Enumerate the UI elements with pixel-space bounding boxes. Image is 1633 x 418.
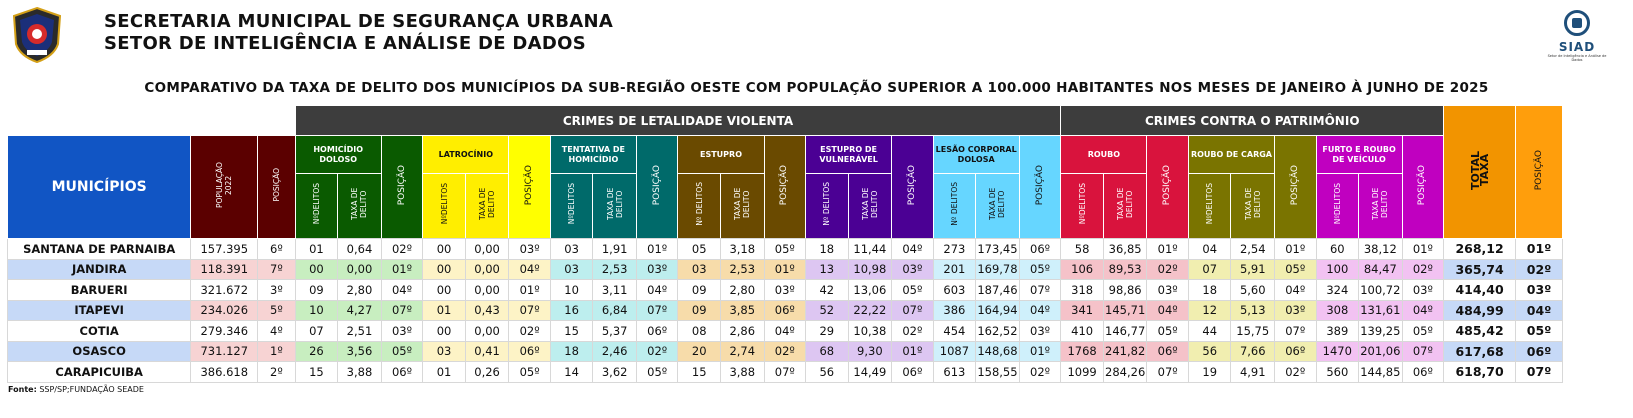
group-header-violent: CRIMES DE LETALIDADE VIOLENTA — [295, 106, 1061, 136]
crime-position-cell: 02º — [892, 321, 934, 342]
crime-position-cell: 07º — [1275, 321, 1317, 342]
crime-count-cell: 52 — [806, 300, 849, 321]
crime-count-cell: 00 — [423, 239, 466, 260]
crime-rate-cell: 2,74 — [720, 341, 764, 362]
crime-rate-cell: 98,86 — [1103, 280, 1147, 301]
crime-rate-cell: 5,13 — [1231, 300, 1275, 321]
crime-count-cell: 106 — [1061, 259, 1104, 280]
crime-position-cell: 05º — [381, 341, 423, 362]
crime-subheader-sub1-5: Nº DELITOS — [933, 174, 976, 239]
table-row — [8, 239, 1563, 260]
crime-rate-cell: 0,00 — [465, 239, 509, 260]
crime-subheader-sub2-7: TAXA DE DELITO — [1231, 174, 1275, 239]
population-position-cell: 4º — [258, 321, 296, 342]
population-position-cell: 1º — [258, 341, 296, 362]
crime-count-cell: 00 — [423, 321, 466, 342]
crime-position-cell: 06º — [509, 341, 551, 362]
crime-header-6: ROUBO — [1061, 136, 1147, 174]
crime-position-cell: 05º — [636, 362, 678, 383]
crime-count-cell: 10 — [295, 300, 338, 321]
header-spacer — [8, 106, 296, 136]
crime-count-cell: 18 — [550, 341, 593, 362]
crime-position-cell: 06º — [1275, 341, 1317, 362]
crime-count-cell: 03 — [423, 341, 466, 362]
crime-position-cell: 01º — [764, 259, 806, 280]
crime-subheader-sub1-0: NºDELITOS — [295, 174, 338, 239]
population-cell: 731.127 — [191, 341, 258, 362]
crime-header-0: HOMICÍDIO DOLOSO — [295, 136, 381, 174]
crime-position-cell: 03º — [892, 259, 934, 280]
crime-rate-cell: 3,11 — [593, 280, 637, 301]
crime-count-cell: 324 — [1316, 280, 1359, 301]
siad-logo — [1544, 10, 1610, 74]
crime-count-cell: 07 — [1188, 259, 1231, 280]
final-position-cell: 03º — [1516, 280, 1563, 301]
crime-rate-cell: 4,27 — [338, 300, 382, 321]
crime-rate-cell: 3,56 — [338, 341, 382, 362]
population-header: POPULAÇÃO 2022 — [191, 136, 258, 239]
crime-rate-cell: 15,75 — [1231, 321, 1275, 342]
crime-position-cell: 03º — [1275, 300, 1317, 321]
crime-count-cell: 20 — [678, 341, 721, 362]
final-position-cell: 04º — [1516, 300, 1563, 321]
crime-rate-cell: 9,30 — [848, 341, 892, 362]
total-rate-cell: 618,70 — [1444, 362, 1516, 383]
crime-rate-cell: 145,71 — [1103, 300, 1147, 321]
crime-rate-cell: 5,60 — [1231, 280, 1275, 301]
crime-position-cell: 05º — [764, 239, 806, 260]
crime-position-cell: 06º — [636, 321, 678, 342]
crime-rate-cell: 38,12 — [1359, 239, 1403, 260]
crime-position-header-0: POSIÇÃO — [381, 136, 423, 239]
crime-rate-cell: 146,77 — [1103, 321, 1147, 342]
crime-count-cell: 03 — [550, 239, 593, 260]
crime-count-cell: 44 — [1188, 321, 1231, 342]
crime-rate-cell: 3,62 — [593, 362, 637, 383]
crime-rate-cell: 7,66 — [1231, 341, 1275, 362]
municipio-cell: ITAPEVI — [8, 300, 191, 321]
crime-count-cell: 19 — [1188, 362, 1231, 383]
crime-count-cell: 560 — [1316, 362, 1359, 383]
crime-subheader-sub2-4: TAXA DE DELITO — [848, 174, 892, 239]
group-header-property: CRIMES CONTRA O PATRIMÔNIO — [1061, 106, 1444, 136]
crime-count-cell: 1087 — [933, 341, 976, 362]
crime-position-cell: 02º — [764, 341, 806, 362]
crime-header-8: FURTO E ROUBO DE VEÍCULO — [1316, 136, 1402, 174]
population-position-cell: 3º — [258, 280, 296, 301]
crime-rate-cell: 36,85 — [1103, 239, 1147, 260]
crime-count-cell: 613 — [933, 362, 976, 383]
municipio-cell: BARUERI — [8, 280, 191, 301]
crime-count-cell: 01 — [295, 239, 338, 260]
crime-position-cell: 01º — [892, 341, 934, 362]
crime-position-cell: 04º — [381, 280, 423, 301]
crime-rate-cell: 284,26 — [1103, 362, 1147, 383]
crime-rate-cell: 84,47 — [1359, 259, 1403, 280]
crime-rate-cell: 2,53 — [593, 259, 637, 280]
crime-position-cell: 04º — [1019, 300, 1061, 321]
crime-count-cell: 58 — [1061, 239, 1104, 260]
crime-rate-cell: 201,06 — [1359, 341, 1403, 362]
crime-position-cell: 05º — [1275, 259, 1317, 280]
siad-logo-name: SIAD — [1558, 40, 1596, 54]
crime-subheader-sub2-2: TAXA DE DELITO — [593, 174, 637, 239]
total-header: TOTAL TAXA — [1444, 106, 1516, 239]
crime-header-7: ROUBO DE CARGA — [1188, 136, 1274, 174]
crime-subheader-sub2-0: TAXA DE DELITO — [338, 174, 382, 239]
crime-count-cell: 15 — [295, 362, 338, 383]
crime-count-cell: 60 — [1316, 239, 1359, 260]
crime-position-cell: 01º — [381, 259, 423, 280]
population-cell: 234.026 — [191, 300, 258, 321]
crime-position-header-8: POSIÇÃO — [1402, 136, 1444, 239]
crime-position-cell: 06º — [764, 300, 806, 321]
population-position-cell: 5º — [258, 300, 296, 321]
crime-position-cell: 04º — [764, 321, 806, 342]
crime-position-cell: 07º — [509, 300, 551, 321]
crime-count-cell: 56 — [806, 362, 849, 383]
crime-rate-cell: 10,98 — [848, 259, 892, 280]
crime-count-cell: 29 — [806, 321, 849, 342]
municipal-guard-emblem — [10, 6, 64, 64]
crime-count-cell: 05 — [678, 239, 721, 260]
crime-count-cell: 603 — [933, 280, 976, 301]
crime-rate-cell: 162,52 — [976, 321, 1020, 342]
crime-position-cell: 03º — [509, 239, 551, 260]
crime-count-cell: 00 — [423, 280, 466, 301]
table-row — [8, 362, 1563, 383]
crime-position-cell: 02º — [1147, 259, 1189, 280]
population-cell: 321.672 — [191, 280, 258, 301]
crime-subheader-sub1-1: NºDELITOS — [423, 174, 466, 239]
crime-position-cell: 06º — [381, 362, 423, 383]
crime-position-cell: 02º — [1402, 259, 1444, 280]
population-position-cell: 7º — [258, 259, 296, 280]
total-rate-cell: 484,99 — [1444, 300, 1516, 321]
crime-rate-cell: 0,00 — [465, 259, 509, 280]
header-title-line2: SETOR DE INTELIGÊNCIA E ANÁLISE DE DADOS — [104, 33, 586, 54]
crime-position-header-4: POSIÇÃO — [892, 136, 934, 239]
crime-rate-cell: 1,91 — [593, 239, 637, 260]
crime-count-cell: 13 — [806, 259, 849, 280]
crime-header-4: ESTUPRO DE VULNERÁVEL — [806, 136, 892, 174]
crime-rate-cell: 10,38 — [848, 321, 892, 342]
crime-rate-cell: 2,86 — [720, 321, 764, 342]
crime-rate-cell: 11,44 — [848, 239, 892, 260]
crime-rate-cell: 0,43 — [465, 300, 509, 321]
crime-count-cell: 00 — [423, 259, 466, 280]
crime-rate-cell: 164,94 — [976, 300, 1020, 321]
crime-position-cell: 02º — [509, 321, 551, 342]
crime-position-cell: 07º — [764, 362, 806, 383]
crime-rate-table — [7, 105, 1563, 383]
crime-position-cell: 01º — [1402, 239, 1444, 260]
crime-subheader-sub1-6: NºDELITOS — [1061, 174, 1104, 239]
crime-rate-cell: 22,22 — [848, 300, 892, 321]
population-position-header: POSIÇÃO — [258, 136, 296, 239]
crime-count-cell: 18 — [1188, 280, 1231, 301]
total-rate-cell: 485,42 — [1444, 321, 1516, 342]
crime-position-cell: 05º — [1402, 321, 1444, 342]
total-rate-cell: 617,68 — [1444, 341, 1516, 362]
crime-rate-cell: 2,51 — [338, 321, 382, 342]
municipio-cell: CARAPICUIBA — [8, 362, 191, 383]
crime-count-cell: 42 — [806, 280, 849, 301]
crime-position-header-2: POSIÇÃO — [636, 136, 678, 239]
crime-position-cell: 02º — [1019, 362, 1061, 383]
crime-position-cell: 04º — [1147, 300, 1189, 321]
crime-count-cell: 03 — [678, 259, 721, 280]
crime-rate-cell: 144,85 — [1359, 362, 1403, 383]
table-row — [8, 300, 1563, 321]
crime-subheader-sub2-3: TAXA DE DELITO — [720, 174, 764, 239]
crime-count-cell: 1768 — [1061, 341, 1104, 362]
crime-rate-cell: 0,41 — [465, 341, 509, 362]
crime-position-cell: 03º — [381, 321, 423, 342]
crime-count-cell: 10 — [550, 280, 593, 301]
crime-count-cell: 01 — [423, 300, 466, 321]
total-rate-cell: 268,12 — [1444, 239, 1516, 260]
crime-count-cell: 09 — [678, 300, 721, 321]
crime-position-cell: 04º — [636, 280, 678, 301]
crime-count-cell: 04 — [1188, 239, 1231, 260]
crime-position-cell: 07º — [381, 300, 423, 321]
crime-count-cell: 386 — [933, 300, 976, 321]
final-position-cell: 07º — [1516, 362, 1563, 383]
table-row — [8, 341, 1563, 362]
municipio-cell: OSASCO — [8, 341, 191, 362]
municipios-header: MUNICÍPIOS — [8, 136, 191, 239]
final-position-cell: 01º — [1516, 239, 1563, 260]
crime-count-cell: 68 — [806, 341, 849, 362]
crime-position-cell: 01º — [636, 239, 678, 260]
crime-subheader-sub1-4: Nº DELITOS — [806, 174, 849, 239]
crime-count-cell: 410 — [1061, 321, 1104, 342]
crime-position-cell: 01º — [1147, 239, 1189, 260]
crime-position-cell: 03º — [636, 259, 678, 280]
crime-subheader-sub1-2: NºDELITOS — [550, 174, 593, 239]
crime-rate-cell: 2,54 — [1231, 239, 1275, 260]
crime-rate-cell: 2,80 — [338, 280, 382, 301]
crime-count-cell: 15 — [678, 362, 721, 383]
crime-count-cell: 12 — [1188, 300, 1231, 321]
population-cell: 386.618 — [191, 362, 258, 383]
crime-position-header-7: POSIÇÃO — [1275, 136, 1317, 239]
final-position-cell: 02º — [1516, 259, 1563, 280]
crime-position-cell: 07º — [1147, 362, 1189, 383]
crime-subheader-sub1-8: NºDELITOS — [1316, 174, 1359, 239]
crime-count-cell: 201 — [933, 259, 976, 280]
final-position-cell: 05º — [1516, 321, 1563, 342]
crime-rate-cell: 139,25 — [1359, 321, 1403, 342]
crime-subheader-sub1-3: Nº DELITOS — [678, 174, 721, 239]
crime-rate-cell: 2,53 — [720, 259, 764, 280]
crime-subheader-sub2-8: TAXA DE DELITO — [1359, 174, 1403, 239]
crime-subheader-sub2-5: TAXA DE DELITO — [976, 174, 1020, 239]
crime-position-cell: 06º — [1402, 362, 1444, 383]
crime-count-cell: 273 — [933, 239, 976, 260]
crime-count-cell: 1470 — [1316, 341, 1359, 362]
crime-position-cell: 04º — [892, 239, 934, 260]
crime-rate-cell: 6,84 — [593, 300, 637, 321]
crime-position-cell: 06º — [1147, 341, 1189, 362]
source-note — [8, 385, 144, 394]
crime-rate-cell: 3,88 — [720, 362, 764, 383]
crime-rate-cell: 241,82 — [1103, 341, 1147, 362]
crime-count-cell: 100 — [1316, 259, 1359, 280]
crime-count-cell: 341 — [1061, 300, 1104, 321]
crime-count-cell: 08 — [678, 321, 721, 342]
crime-count-cell: 09 — [295, 280, 338, 301]
crime-rate-cell: 3,85 — [720, 300, 764, 321]
crime-position-cell: 05º — [1147, 321, 1189, 342]
final-position-header: POSIÇÃO — [1516, 106, 1563, 239]
crime-header-5: LESÃO CORPORAL DOLOSA — [933, 136, 1019, 174]
siad-brain-icon — [1564, 10, 1590, 36]
crime-rate-cell: 0,64 — [338, 239, 382, 260]
crime-position-cell: 07º — [892, 300, 934, 321]
header-title-line1: SECRETARIA MUNICIPAL DE SEGURANÇA URBANA — [104, 11, 614, 32]
crime-rate-cell: 169,78 — [976, 259, 1020, 280]
siad-logo-subtitle: Setor de Inteligência e Análise de Dados — [1547, 54, 1607, 62]
crime-position-cell: 03º — [764, 280, 806, 301]
crime-position-cell: 03º — [1019, 321, 1061, 342]
crime-rate-cell: 0,00 — [465, 280, 509, 301]
crime-position-cell: 04º — [1402, 300, 1444, 321]
population-position-cell: 2º — [258, 362, 296, 383]
table-row — [8, 280, 1563, 301]
crime-count-cell: 18 — [806, 239, 849, 260]
crime-position-cell: 02º — [636, 341, 678, 362]
crime-count-cell: 00 — [295, 259, 338, 280]
crime-rate-cell: 100,72 — [1359, 280, 1403, 301]
report-subtitle: COMPARATIVO DA TAXA DE DELITO DOS MUNICÍPIOS DA SUB-REGIÃO OESTE COM POPULAÇÃO SUPERIOR A 100.000 HABITANTES NOS MESES DE JANEIRO À JUNHO DE 2025 — [144, 80, 1489, 96]
crime-rate-cell: 158,55 — [976, 362, 1020, 383]
crime-count-cell: 07 — [295, 321, 338, 342]
crime-position-cell: 05º — [1019, 259, 1061, 280]
total-rate-cell: 414,40 — [1444, 280, 1516, 301]
crime-rate-cell: 131,61 — [1359, 300, 1403, 321]
population-position-cell: 6º — [258, 239, 296, 260]
crime-position-cell: 01º — [1019, 341, 1061, 362]
crime-count-cell: 26 — [295, 341, 338, 362]
crime-position-header-1: POSIÇÃO — [509, 136, 551, 239]
crime-position-cell: 02º — [1275, 362, 1317, 383]
crime-position-cell: 02º — [381, 239, 423, 260]
crime-position-cell: 06º — [1019, 239, 1061, 260]
crime-position-header-5: POSIÇÃO — [1019, 136, 1061, 239]
crime-position-cell: 04º — [509, 259, 551, 280]
municipio-cell: SANTANA DE PARNAIBA — [8, 239, 191, 260]
total-rate-cell: 365,74 — [1444, 259, 1516, 280]
crime-position-cell: 06º — [892, 362, 934, 383]
population-cell: 157.395 — [191, 239, 258, 260]
crime-rate-cell: 2,46 — [593, 341, 637, 362]
crime-position-cell: 01º — [509, 280, 551, 301]
crime-position-cell: 07º — [1019, 280, 1061, 301]
crime-subheader-sub1-7: NºDELITOS — [1188, 174, 1231, 239]
crime-position-cell: 03º — [1147, 280, 1189, 301]
crime-rate-cell: 0,00 — [338, 259, 382, 280]
municipio-cell: JANDIRA — [8, 259, 191, 280]
crime-rate-cell: 0,00 — [465, 321, 509, 342]
crime-count-cell: 308 — [1316, 300, 1359, 321]
crime-rate-cell: 89,53 — [1103, 259, 1147, 280]
crime-position-header-3: POSIÇÃO — [764, 136, 806, 239]
crime-header-1: LATROCÍNIO — [423, 136, 509, 174]
crime-count-cell: 389 — [1316, 321, 1359, 342]
crime-position-header-6: POSIÇÃO — [1147, 136, 1189, 239]
population-cell: 279.346 — [191, 321, 258, 342]
crime-header-2: TENTATIVA DE HOMICÍDIO — [550, 136, 636, 174]
crime-position-cell: 07º — [1402, 341, 1444, 362]
crime-rate-cell: 148,68 — [976, 341, 1020, 362]
crime-rate-cell: 5,91 — [1231, 259, 1275, 280]
municipio-cell: COTIA — [8, 321, 191, 342]
crime-count-cell: 16 — [550, 300, 593, 321]
crime-position-cell: 03º — [1402, 280, 1444, 301]
crime-header-3: ESTUPRO — [678, 136, 764, 174]
crime-rate-cell: 173,45 — [976, 239, 1020, 260]
crime-position-cell: 01º — [1275, 239, 1317, 260]
crime-position-cell: 07º — [636, 300, 678, 321]
crime-count-cell: 01 — [423, 362, 466, 383]
crime-count-cell: 454 — [933, 321, 976, 342]
crime-rate-cell: 3,18 — [720, 239, 764, 260]
population-cell: 118.391 — [191, 259, 258, 280]
crime-count-cell: 56 — [1188, 341, 1231, 362]
crime-rate-cell: 2,80 — [720, 280, 764, 301]
crime-rate-cell: 13,06 — [848, 280, 892, 301]
crime-count-cell: 09 — [678, 280, 721, 301]
crime-rate-cell: 4,91 — [1231, 362, 1275, 383]
crime-rate-cell: 3,88 — [338, 362, 382, 383]
crime-position-cell: 05º — [892, 280, 934, 301]
crime-count-cell: 318 — [1061, 280, 1104, 301]
crime-rate-cell: 14,49 — [848, 362, 892, 383]
table-row — [8, 259, 1563, 280]
crime-count-cell: 14 — [550, 362, 593, 383]
crime-subheader-sub2-1: TAXA DE DELITO — [465, 174, 509, 239]
crime-rate-cell: 0,26 — [465, 362, 509, 383]
crime-rate-cell: 187,46 — [976, 280, 1020, 301]
final-position-cell: 06º — [1516, 341, 1563, 362]
crime-position-cell: 05º — [509, 362, 551, 383]
crime-count-cell: 15 — [550, 321, 593, 342]
table-row — [8, 321, 1563, 342]
crime-position-cell: 04º — [1275, 280, 1317, 301]
source-label: Fonte: — [8, 385, 37, 394]
source-text: SSP/SP;FUNDAÇÃO SEADE — [39, 385, 144, 394]
crime-count-cell: 1099 — [1061, 362, 1104, 383]
crime-rate-cell: 5,37 — [593, 321, 637, 342]
crime-subheader-sub2-6: TAXA DE DELITO — [1103, 174, 1147, 239]
crime-count-cell: 03 — [550, 259, 593, 280]
